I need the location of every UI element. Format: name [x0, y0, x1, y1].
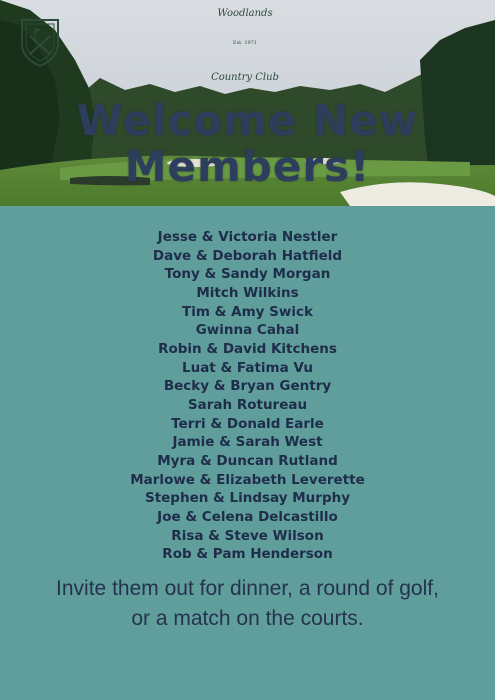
invitation-line-2: or a match on the courts.	[131, 607, 364, 630]
member-name: Myra & Duncan Rutland	[157, 452, 338, 469]
member-name: Dave & Deborah Hatfield	[152, 247, 343, 264]
member-name: Jesse & Victoria Nestler	[157, 229, 338, 245]
golf-course-photo	[0, 0, 495, 206]
member-name: Mitch Wilkins	[196, 284, 299, 301]
member-name: Marlowe & Elizabeth Leverette	[130, 471, 365, 488]
member-name: Robin & David Kitchens	[158, 340, 337, 357]
member-name: Joe & Celena Delcastillo	[157, 508, 338, 525]
headline-line-1: Welcome New	[76, 96, 419, 145]
country-club-crest-icon	[0, 0, 80, 80]
member-name: Stephen & Lindsay Murphy	[144, 490, 351, 507]
headline	[0, 98, 495, 190]
member-name: Terri & Donald Earle	[171, 415, 324, 432]
member-name: Tony & Sandy Morgan	[164, 266, 331, 283]
logo-top-text: Woodlands	[217, 8, 273, 19]
member-name: Risa & Steve Wilson	[171, 527, 324, 544]
logo-bottom-text: Country Club	[211, 72, 279, 83]
logo-est-text: Est. 1971	[232, 40, 258, 46]
member-name: Luat & Fatima Vu	[181, 359, 314, 376]
member-name: Rob & Pam Henderson	[162, 546, 333, 563]
member-name: Gwinna Cahal	[195, 322, 300, 339]
headline-line-2: Members!	[124, 142, 371, 191]
member-name: Tim & Amy Swick	[182, 303, 313, 320]
invitation-line-1: Invite them out for dinner, a round of golf,	[56, 577, 439, 600]
member-list	[0, 228, 495, 564]
member-name: Sarah Rotureau	[187, 396, 308, 413]
invitation-text	[20, 574, 475, 634]
member-name: Becky & Bryan Gentry	[163, 378, 332, 395]
member-name: Jamie & Sarah West	[172, 434, 323, 451]
